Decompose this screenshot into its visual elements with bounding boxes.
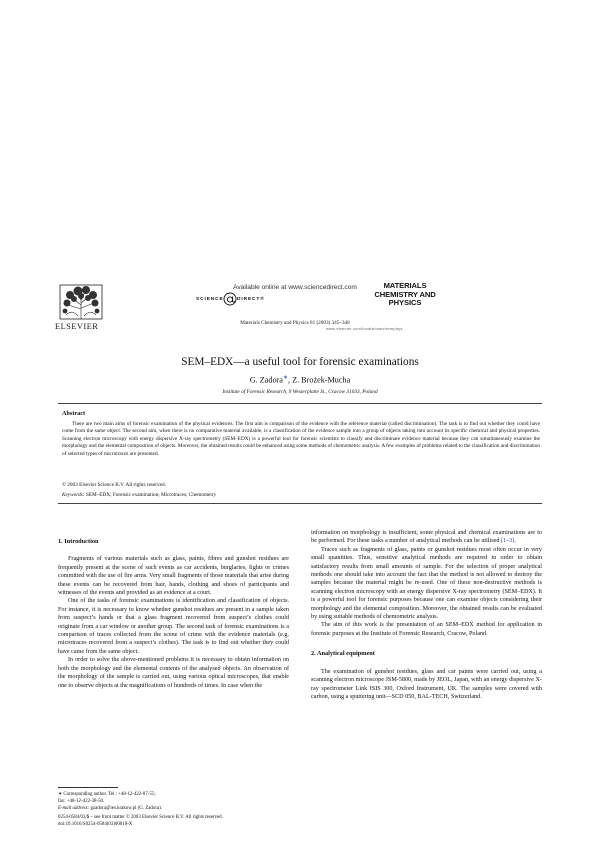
sciencedirect-at-icon	[223, 292, 237, 306]
publisher-logo-text: ELSEVIER	[55, 322, 99, 331]
journal-reference: Materials Chemistry and Physics 81 (2003) 345–348	[240, 320, 350, 326]
available-online-text: Available online at www.sciencedirect.com	[233, 284, 357, 291]
corresponding-author-mark[interactable]: ∗	[282, 375, 288, 381]
paragraph-text: information on morphology is insufficient, some physical and chemical examinations are to be performed. For these tasks a number of analytical methods can be utilised	[311, 530, 542, 545]
citation-link[interactable]: [1–3]	[500, 538, 515, 545]
sciencedirect-brand-left: SCIENCE	[196, 297, 224, 302]
footnote-divider	[58, 787, 118, 788]
journal-masthead-line: MATERIALS	[383, 281, 427, 290]
email-address[interactable]: gzadora@ies.krakow.pl (G. Zadora).	[90, 806, 162, 812]
issn-line: 0254-0584/03/$ – see front matter © 2003 Elsevier Science B.V. All rights reserved.	[58, 815, 223, 820]
left-column	[58, 538, 289, 690]
paragraph-text: .	[514, 538, 516, 545]
paragraph: In order to solve the above-mentioned problems it is necessary to obtain information on both the morphology and the elemental contents of the analysed objects. An observation of the morphology of the sample is carried out, using various optical microscopes, that enable one to observe objects at the magnifications of hundreds of times. In case when the	[58, 657, 289, 689]
keywords-list: SEM–EDX; Forensic examination; Microtraces; Chemometry	[85, 492, 217, 498]
affiliation: Institute of Forensic Research, 9 Westerplatte St., Cracow 31033, Poland	[222, 389, 378, 395]
paragraph: The examination of gunshot residues, glass and car paints were carried out, using a scanning electron microscope JSM-5800, made by JEOL, Japan, with an energy dispersive X-ray spectrometer Link ISIS 300, Oxford Instrument, UK. The samples were covered with carbon, using a sputtering unit—SCD 050, BAL-TECH, Switzerland.	[311, 668, 542, 700]
doi-line[interactable]: doi:10.1016/S0254-0584(03)00018-X	[58, 822, 133, 828]
sciencedirect-brand-right: DIRECT®	[237, 297, 265, 302]
section-heading: 2. Analytical equipment	[311, 650, 375, 658]
paragraph: Fragments of various materials such as glass, paints, fibres and gunshot residues are frequently present at the scene of such events as car accidents, burglaries, fights or crimes committed with the use of fire arms. Very small fragments of those materials that arise during these events can be recovered from hair, hands, clothing and shoes of participants and witnesses of the events and provided as an evidence at a court.	[58, 556, 289, 597]
journal-masthead	[350, 282, 460, 308]
keywords	[62, 492, 216, 498]
paragraph	[311, 529, 542, 546]
right-column	[311, 529, 542, 701]
journal-url[interactable]: www.elsevier.com/locate/matchemphys	[326, 326, 403, 331]
article-title: SEM–EDX—a useful tool for forensic examinations	[181, 356, 419, 368]
footnote-fax: fax: +48-12-422-38-50.	[58, 799, 105, 805]
abstract-copyright: © 2003 Elsevier Science B.V. All rights reserved.	[62, 482, 166, 488]
divider	[58, 403, 542, 404]
paragraph: Traces such as fragments of glass, paints or gunshot residues most often occur in very small quantities. Thus, sensitive analytical methods are required in order to obtain satisfactory results from small amounts of sample. For the selection of proper analytical methods one should take into account the fact that the method is not allowed to destroy the samples because the material might be re-used. One of these non-destructive methods is scanning electron microscopy with an energy dispersive X-ray spectrometry (SEM–EDX). It is a powerful tool for forensic purposes because one can examine objects considering their morphology and the elemental composition. Moreover, the obtained results can be evaluated by using suitable methods of chemometric analysis.	[311, 546, 542, 621]
journal-masthead-line: CHEMISTRY AND	[374, 289, 436, 299]
footnote-email	[58, 805, 289, 812]
section-heading: 1. Introduction	[58, 538, 99, 545]
author-line	[0, 374, 600, 385]
abstract-body: There are two main aims of forensic examination of the physical evidences. The first aim is comparison of the evidence with the reference material (called discrimination). The task is to find out whether they could have come from the same object. The second aim, when there is no comparative material available, is a classification of the evidence sample into a group of objects taking into account its specific chemical and physical properties. Scanning electron microscopy with energy dispersive X-ray spectrometry (SEM–EDX) is a powerful tool for forensic scientists to classify and discriminate evidence material because they can simultaneously examine the morphology and the elemental composition of objects. Moreover, the obtained results could be enhanced using some methods of chemometric analysis. A few examples of problems related to the classification and discrimination of selected types of microtraces are presented.	[62, 421, 540, 457]
author-name: G. Zadora	[249, 375, 283, 385]
paragraph: One of the tasks of forensic examinations is identification and classification of objects. For instance, it is necessary to know whether gunshot residues are present in a sample taken from suspect’s hands or that a glass fragment recovered from suspect’s clothes could originate from a car window or another group. The second task of forensic examinations is a comparison of traces collected from the scene of crime with the evidence materials (e.g. microtraces recovered from a suspect’s clothes). The task is to find out whether they could have came from the same object.	[58, 598, 289, 655]
front-matter-info	[58, 814, 223, 828]
journal-masthead-line: PHYSICS	[388, 298, 422, 308]
paragraph: The aim of this work is the presentation of an SEM–EDX method for application in forensic purposes at the Institute of Forensic Research, Cracow, Poland.	[311, 622, 542, 637]
footnote-corresponding: ∗ Corresponding author. Tel.: +48-12-422-87-55;	[58, 792, 156, 797]
divider	[58, 503, 542, 504]
author-name: Z. Brożek-Mucha	[292, 375, 351, 385]
keywords-label: Keywords:	[62, 492, 85, 498]
abstract-heading: Abstract	[62, 410, 86, 417]
author-separator: ,	[287, 375, 293, 385]
email-label: E-mail address:	[58, 806, 90, 812]
footnote	[58, 791, 289, 813]
